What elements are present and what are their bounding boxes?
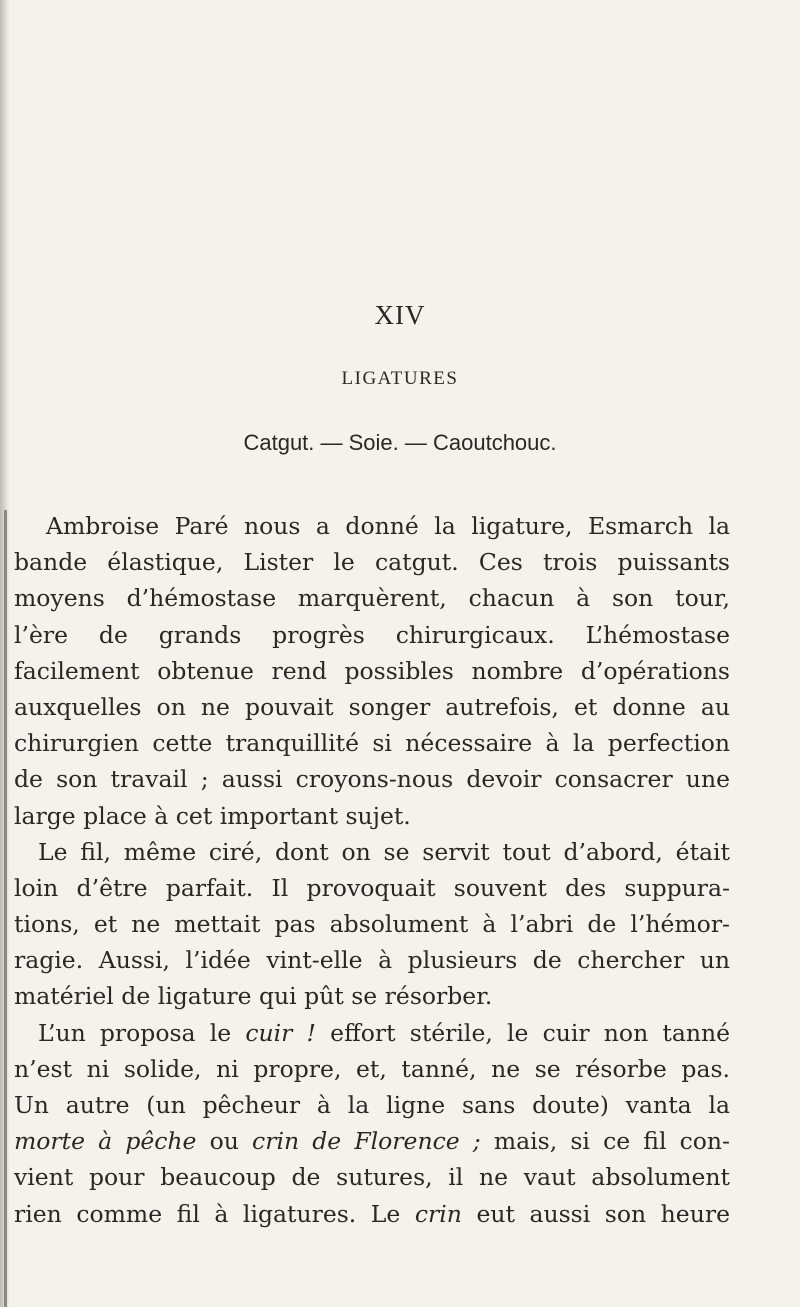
chapter-number: XIV [374, 300, 426, 330]
text-line: Un autre (un pêcheur à la ligne sans doute) vanta la [14, 1091, 730, 1119]
text-line: moyens d’hémostase marquèrent, chacun à son tour, [14, 584, 730, 613]
text-line [14, 1123, 730, 1159]
text-span: mais, si ce fil con- [480, 1127, 730, 1156]
text-line: bande élastique, Lister le catgut. Ces trois puissants [14, 548, 730, 577]
chapter-title: LIGATURES [341, 368, 459, 389]
chapter-subtitle: Catgut. — Soie. — Caoutchouc. [243, 430, 557, 455]
text-line [14, 1196, 730, 1232]
text-line [14, 1015, 730, 1051]
body-text [14, 508, 730, 1232]
text-line: chirurgien cette tranquillité si nécessaire à la perfection [14, 729, 730, 758]
text-line: auxquelles on ne pouvait songer autrefois, et donne au [14, 692, 730, 721]
italic-text: morte à pêche [14, 1127, 197, 1156]
italic-text: cuir ! [245, 1018, 316, 1047]
text-line: ragie. Aussi, l’idée vint-elle à plusieurs de chercher un [14, 946, 730, 975]
italic-text: crin [414, 1199, 462, 1228]
text-line: vient pour beaucoup de sutures, il ne vaut absolument [14, 1163, 730, 1192]
text-line: Ambroise Paré nous a donné la ligature, Esmarch la [46, 512, 730, 540]
text-line: n’est ni solide, ni propre, et, tanné, ne se résorbe pas. [14, 1054, 730, 1083]
text-span: L’un proposa le [38, 1018, 246, 1047]
text-span: eut aussi son heure [461, 1199, 730, 1228]
text-span: effort stérile, le cuir non tanné [316, 1018, 731, 1047]
text-span: ou [196, 1127, 253, 1156]
text-line: tions, et ne mettait pas absolument à l’abri de l’hémor- [14, 910, 730, 939]
text-line: de son travail ; aussi croyons-nous devoir consacrer une [14, 765, 730, 794]
text-line: Le fil, même ciré, dont on se servit tout d’abord, était [38, 837, 730, 866]
text-line: facilement obtenue rend possibles nombre d’opérations [14, 656, 730, 685]
text-line: l’ère de grands progrès chirurgicaux. L’hémostase [14, 620, 730, 649]
italic-text: crin de Florence ; [252, 1127, 481, 1156]
text-line: large place à cet important sujet. [14, 801, 411, 830]
text-line: matériel de ligature qui pût se résorber. [14, 982, 493, 1011]
text-line: loin d’être parfait. Il provoquait souvent des suppura- [14, 873, 730, 902]
text-span: rien comme fil à ligatures. Le [14, 1199, 415, 1228]
